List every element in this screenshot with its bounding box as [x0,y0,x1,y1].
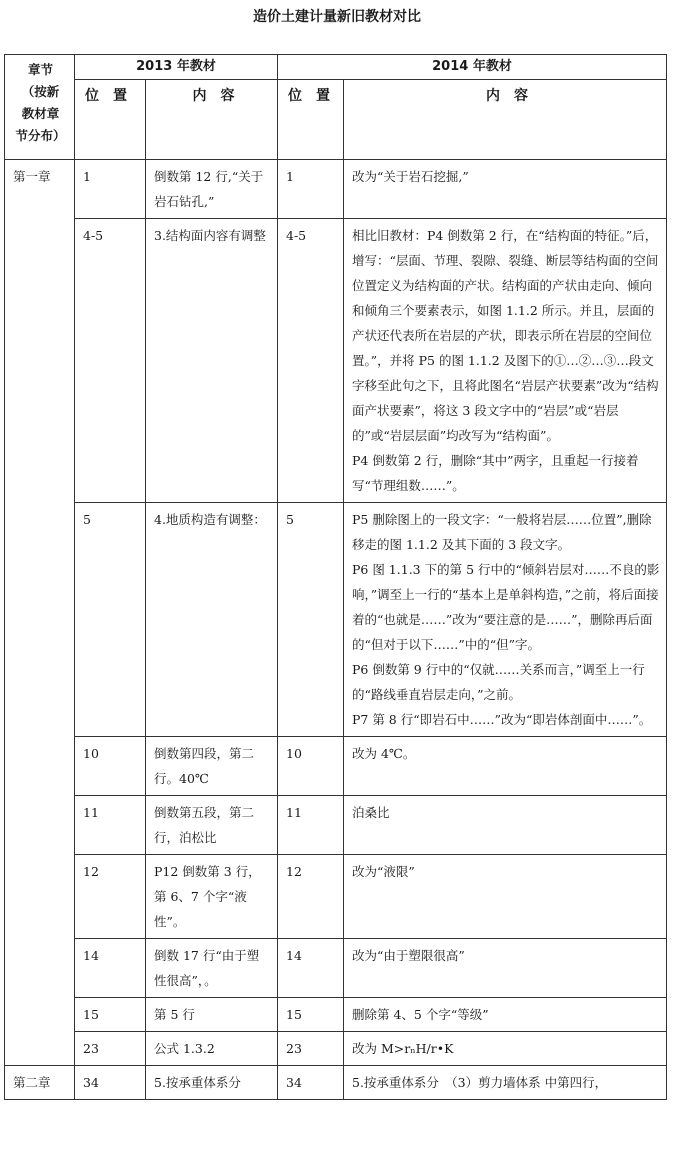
table-row [5,939,667,998]
new-content-cell: 5.按承重体系分 （3）剪力墙体系 中第四行， [344,1066,667,1100]
new-content-cell: P5 删除图上的一段文字：“一般将岩层……位置”,删除移走的图 1.1.2 及其下面的 3 段文字。 P6 图 1.1.3 下的第 5 行中的“倾斜岩层对……不良的影响，”调至上一行的“基本上是单斜构造，”之前，将后面接着的“也就是……”改为“要注意的是……”，删除再后面的“但对于以下……”中的“但”字。 P6 倒数第 9 行中的“仅就……关系而言，”调至上一行的“路线垂直岩层走向，”之前。 P7 第 8 行“即岩石中……”改为“即岩体剖面中……”。 [344,503,667,737]
new-content-cell: 删除第 4、5 个字“等级” [344,998,667,1032]
comparison-table [4,54,667,1100]
table-row [5,998,667,1032]
old-position-cell: 4-5 [75,219,146,503]
table-row [5,737,667,796]
chapter-column-header: 章节 （按新 教材章 节分布） [5,55,75,160]
old-content-cell: 第 5 行 [146,998,278,1032]
old-content-cell: 倒数第四段，第二行。40℃ [146,737,278,796]
header-row-editions [5,55,667,80]
old-content-cell: 倒数第 12 行,“关于岩石钻孔,” [146,160,278,219]
old-position-cell: 34 [75,1066,146,1100]
old-position-cell: 1 [75,160,146,219]
new-edition-header: 2014 年教材 [278,55,667,80]
new-position-cell: 1 [278,160,344,219]
table-row [5,855,667,939]
table-row [5,1032,667,1066]
old-content-cell: P12 倒数第 3 行，第 6、7 个字“液性”。 [146,855,278,939]
new-position-cell: 14 [278,939,344,998]
table-row [5,503,667,737]
new-position-cell: 23 [278,1032,344,1066]
old-content-cell: 3.结构面内容有调整 [146,219,278,503]
new-position-cell: 5 [278,503,344,737]
new-position-cell: 12 [278,855,344,939]
table-row [5,219,667,503]
old-position-cell: 15 [75,998,146,1032]
old-content-cell: 公式 1.3.2 [146,1032,278,1066]
chapter-cell: 第二章 [5,1066,75,1100]
new-content-cell: 改为“由于塑限很高” [344,939,667,998]
old-edition-header: 2013 年教材 [75,55,278,80]
new-content-cell: 泊桑比 [344,796,667,855]
table-row [5,160,667,219]
new-content-cell: 改为“液限” [344,855,667,939]
table-row [5,796,667,855]
old-content-cell: 倒数 17 行“由于塑性很高”，。 [146,939,278,998]
table-row [5,1066,667,1100]
new-content-cell: 相比旧教材：P4 倒数第 2 行，在“结构面的特征。”后，增写：“层面、节理、裂隙、裂缝、断层等结构面的空间位置定义为结构面的产状。结构面的产状由走向、倾向和倾角三个要素表示，如图 1.1.2 所示。并且，层面的产状还代表所在岩层的产状，即表示所在岩层的空间位置。”，并将 P5 的图 1.1.2 及图下的①…②…③…段文字移至此句之下，且将此图名“岩层产状要素”改为“结构面产状要素”，将这 3 段文字中的“岩层”或“岩层的”或“岩层层面”均改写为“结构面”。 P4 倒数第 2 行，删除“其中”两字，且重起一行接着写“节理组数……”。 [344,219,667,503]
old-position-cell: 10 [75,737,146,796]
new-position-header: 位 置 [278,80,344,160]
new-content-cell: 改为“关于岩石挖掘,” [344,160,667,219]
old-position-cell: 5 [75,503,146,737]
old-position-cell: 12 [75,855,146,939]
old-position-header: 位 置 [75,80,146,160]
old-position-cell: 14 [75,939,146,998]
new-content-cell: 改为 M>rₙH/r•K [344,1032,667,1066]
header-row-columns [5,80,667,160]
old-content-cell: 倒数第五段，第二行，泊松比 [146,796,278,855]
old-position-cell: 23 [75,1032,146,1066]
old-position-cell: 11 [75,796,146,855]
new-position-cell: 10 [278,737,344,796]
new-position-cell: 11 [278,796,344,855]
new-position-cell: 15 [278,998,344,1032]
document-title: 造价土建计量新旧教材对比 [253,9,421,25]
new-position-cell: 4-5 [278,219,344,503]
new-content-header: 内 容 [344,80,667,160]
old-content-cell: 5.按承重体系分 [146,1066,278,1100]
old-content-header: 内 容 [146,80,278,160]
new-content-cell: 改为 4℃。 [344,737,667,796]
old-content-cell: 4.地质构造有调整： [146,503,278,737]
chapter-cell: 第一章 [5,160,75,1066]
new-position-cell: 34 [278,1066,344,1100]
